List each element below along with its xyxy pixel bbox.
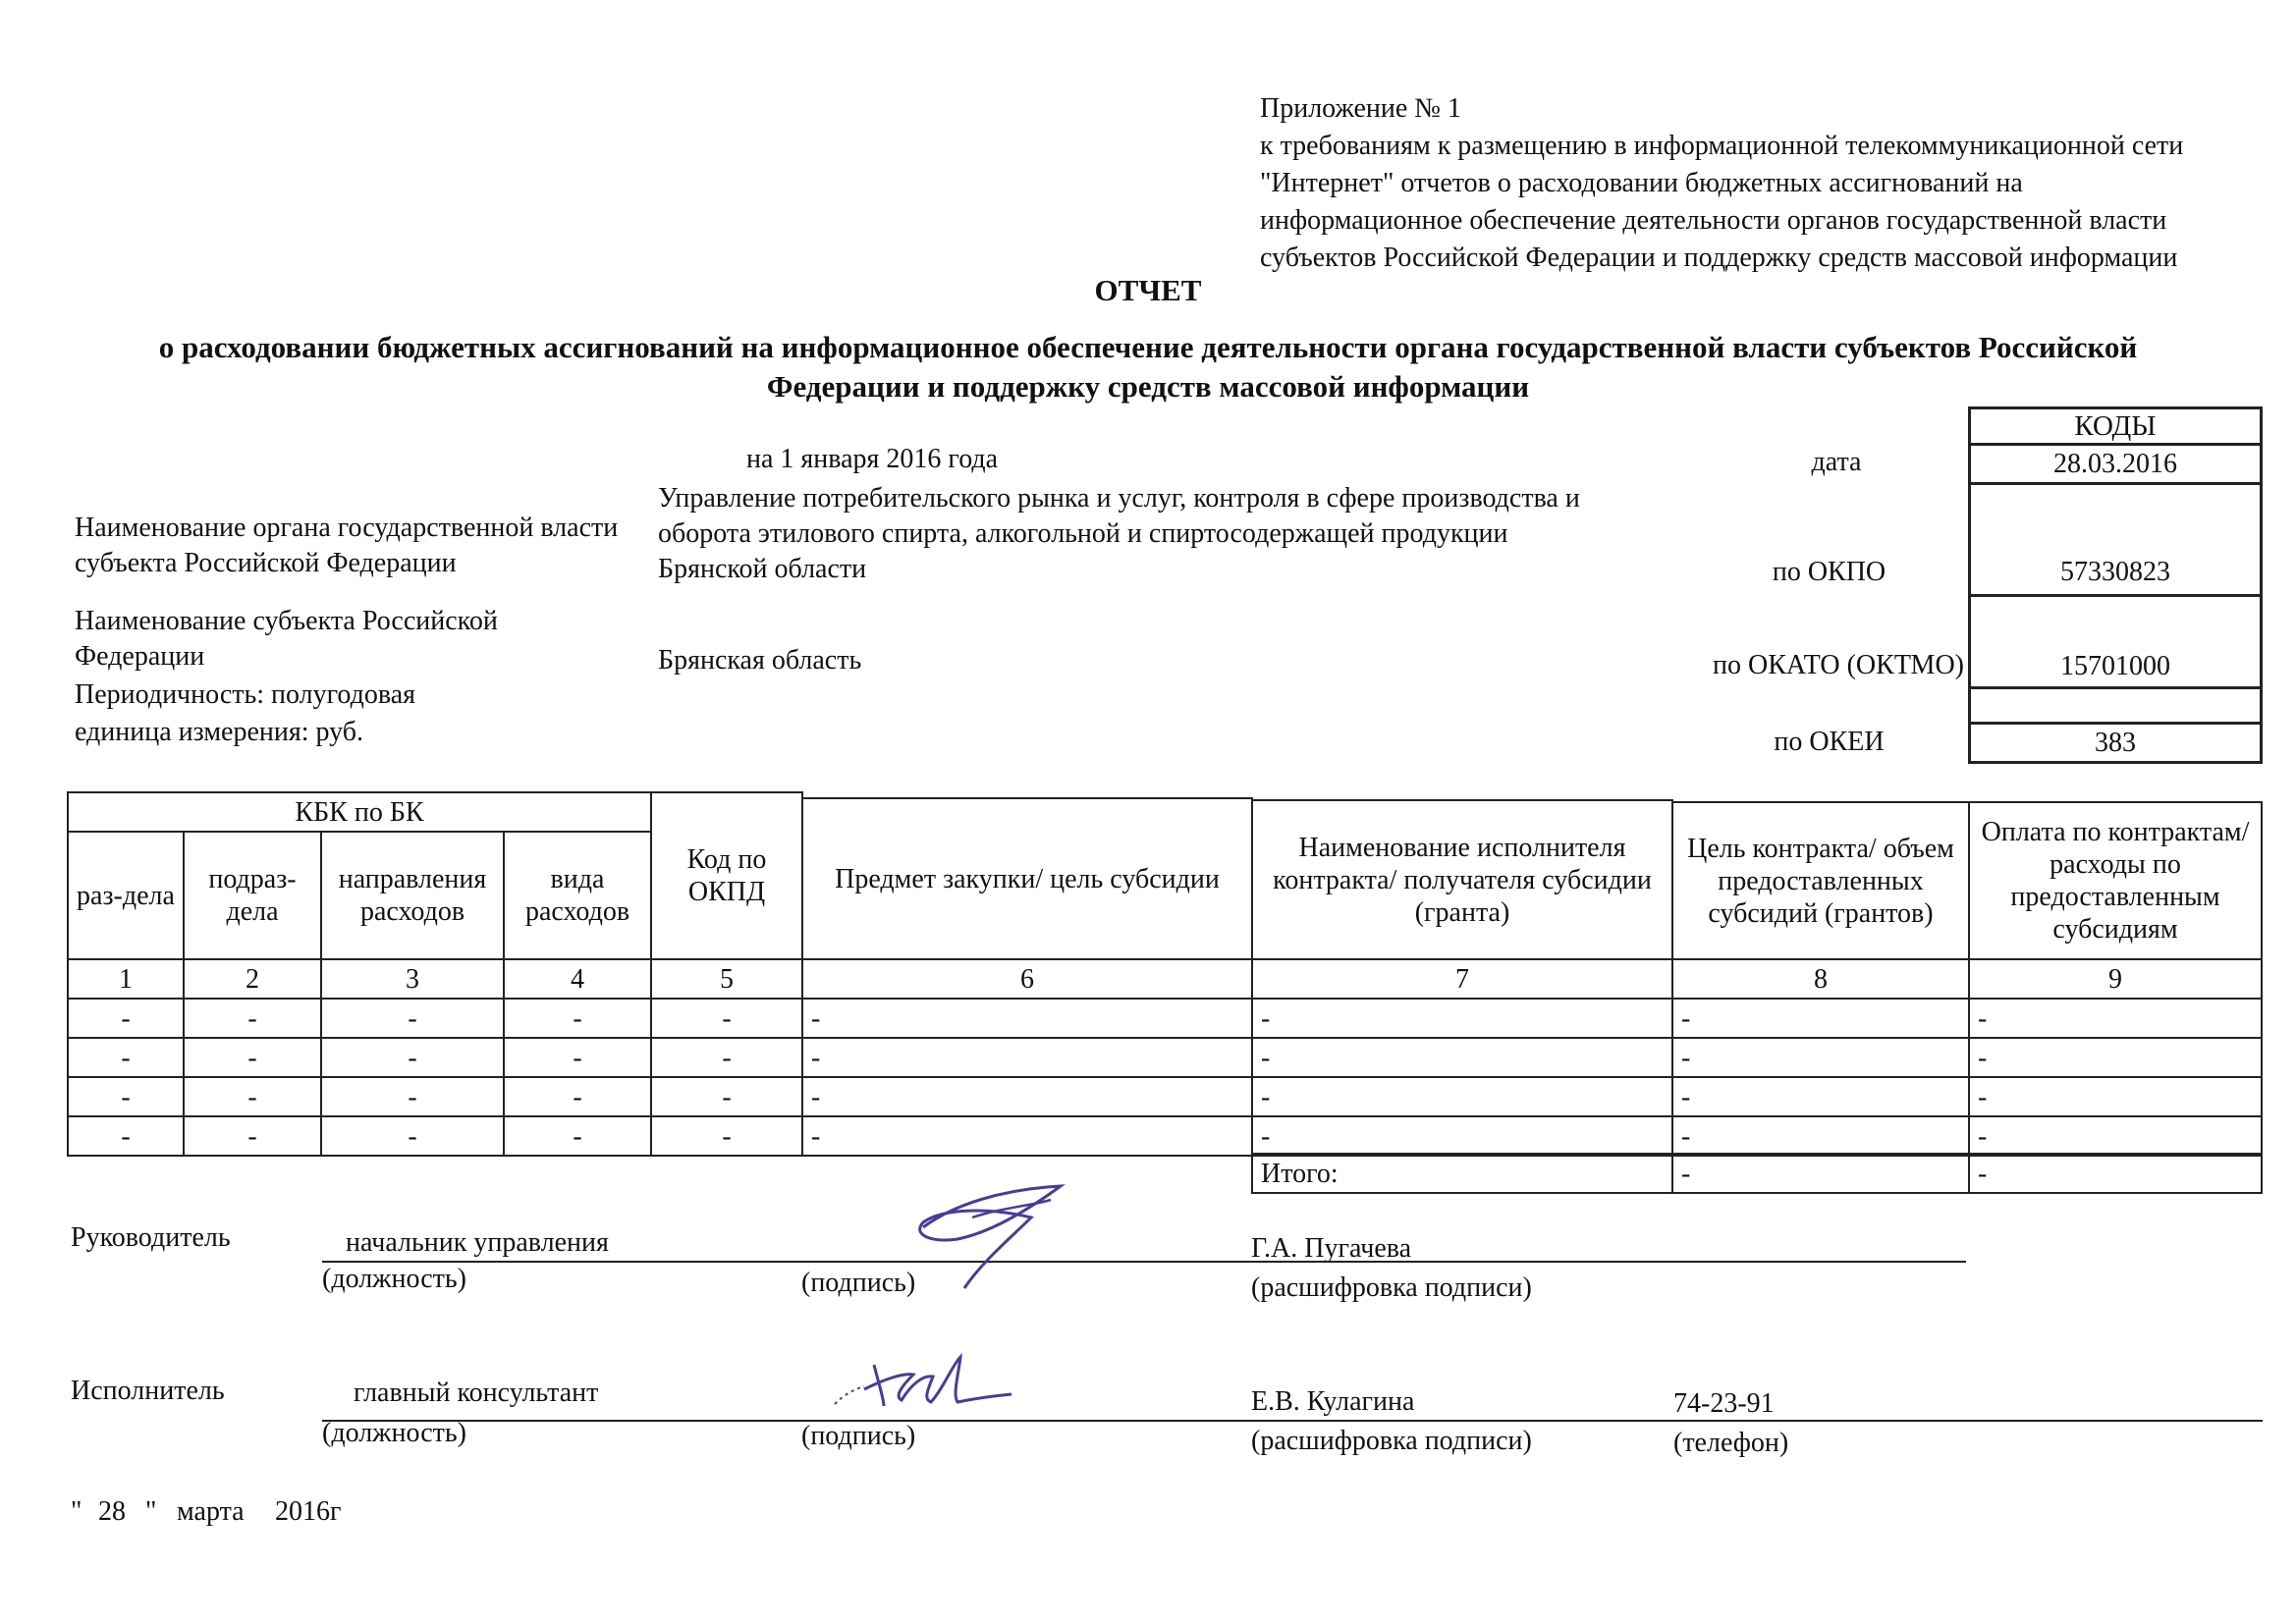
codes-header: КОДЫ (1968, 406, 2263, 446)
col-oplata: Оплата по контрактам/расходы по предоставленным субсидиям (1968, 801, 2263, 960)
table-cell: - (503, 1037, 652, 1078)
column-number: 3 (320, 958, 505, 1000)
column-number: 1 (67, 958, 185, 1000)
table-cell: - (183, 1037, 322, 1078)
executor-caption-position: (должность) (322, 1418, 466, 1448)
code-date: 28.03.2016 (1968, 446, 2263, 485)
table-cell: - (1968, 1115, 2263, 1157)
table-cell: - (1251, 1037, 1673, 1078)
table-cell: - (801, 998, 1253, 1039)
table-cell: - (183, 998, 322, 1039)
executor-name: Е.В. Кулагина (1251, 1386, 1415, 1417)
kbk-header: КБК по БК (67, 791, 652, 833)
column-number: 7 (1251, 958, 1673, 1000)
total-col9: - (1968, 1153, 2263, 1194)
code-date-label: дата (1811, 447, 1862, 477)
column-number: 5 (650, 958, 803, 1000)
table-cell: - (183, 1076, 322, 1117)
table-cell: - (503, 1115, 652, 1157)
table-cell: - (1671, 1037, 1970, 1078)
table-cell: - (1968, 1037, 2263, 1078)
column-number: 2 (183, 958, 322, 1000)
table-cell: - (650, 1076, 803, 1117)
report-title: ОТЧЕТ (1094, 273, 1202, 307)
annex-line: Приложение № 1 (1260, 93, 1461, 124)
col-vida: вида расходов (503, 831, 652, 960)
column-number: 6 (801, 958, 1253, 1000)
footer-quote-close: " (145, 1496, 157, 1527)
table-cell: - (1671, 998, 1970, 1039)
annex-line: к требованиям к размещению в информационной телекоммуникационной сети (1260, 131, 2184, 161)
table-cell: - (503, 998, 652, 1039)
organ-value: Управление потребительского рынка и услуг, контроля в сфере производства и оборота этилового спирта, алкогольной и спиртосодержащей продукции Брянской области (658, 483, 1580, 584)
col-predmet: Предмет закупки/ цель субсидии (801, 797, 1253, 960)
table-cell: - (320, 1037, 505, 1078)
code-okpo: 57330823 (1968, 485, 2263, 597)
head-name: Г.А. Пугачева (1251, 1233, 1412, 1264)
table-cell: - (650, 998, 803, 1039)
periodicity: Периодичность: полугодовая (75, 679, 416, 710)
executor-role: Исполнитель (71, 1376, 225, 1406)
table-cell: - (183, 1115, 322, 1157)
subtitle-line: о расходовании бюджетных ассигнований на информационное обеспечение деятельности органа государственной власти субъектов Российской (158, 330, 2138, 364)
total-label: Итого: (1251, 1153, 1673, 1194)
head-signature-icon (903, 1178, 1080, 1296)
annex-line: "Интернет" отчетов о расходовании бюджетных ассигнований на (1260, 168, 2023, 198)
table-cell: - (650, 1037, 803, 1078)
subject-value: Брянская область (658, 645, 862, 676)
head-role: Руководитель (71, 1222, 231, 1253)
table-cell: - (1251, 1076, 1673, 1117)
footer-day: 28 (98, 1496, 126, 1527)
head-position: начальник управления (346, 1227, 609, 1258)
col-razdel: раз-дела (67, 831, 185, 960)
executor-phone: 74-23-91 (1673, 1388, 1775, 1419)
annex-line: субъектов Российской Федерации и поддержку средств массовой информации (1260, 243, 2178, 273)
footer-quote-open: " (71, 1496, 82, 1527)
head-caption-decode: (расшифровка подписи) (1251, 1272, 1532, 1303)
organ-label: Наименование органа государственной власти субъекта Российской Федерации (75, 513, 619, 578)
table-cell: - (320, 1115, 505, 1157)
column-number: 8 (1671, 958, 1970, 1000)
head-caption-signature: (подпись) (801, 1268, 916, 1298)
table-cell: - (67, 998, 185, 1039)
col-ispolnitel: Наименование исполнителя контракта/ получателя субсидии (гранта) (1251, 799, 1673, 960)
table-cell: - (801, 1076, 1253, 1117)
table-cell: - (1968, 1076, 2263, 1117)
annex-line: информационное обеспечение деятельности органов государственной власти (1260, 205, 2167, 236)
table-cell: - (67, 1115, 185, 1157)
code-okei: 383 (1968, 725, 2263, 764)
table-cell: - (67, 1076, 185, 1117)
table-cell: - (1968, 998, 2263, 1039)
code-okato-label: по ОКАТО (ОКТМО) (1713, 650, 1964, 680)
column-number: 9 (1968, 958, 2263, 1000)
table-cell: - (1671, 1115, 1970, 1157)
subtitle-line: Федерации и поддержку средств массовой информации (766, 369, 1530, 404)
footer-month: марта (177, 1496, 245, 1527)
executor-position: главный консультант (354, 1378, 599, 1408)
table-cell: - (1251, 1115, 1673, 1157)
executor-caption-signature: (подпись) (801, 1421, 916, 1451)
table-cell: - (320, 998, 505, 1039)
head-caption-position: (должность) (322, 1264, 466, 1294)
code-empty (1968, 689, 2263, 725)
code-okei-label: по ОКЕИ (1774, 727, 1885, 757)
head-signature-line (322, 1261, 1966, 1263)
table-cell: - (67, 1037, 185, 1078)
table-cell: - (650, 1115, 803, 1157)
table-cell: - (320, 1076, 505, 1117)
footer-year: 2016г (275, 1496, 342, 1527)
code-okpo-label: по ОКПО (1772, 557, 1886, 587)
executor-signature-icon (825, 1345, 1021, 1424)
code-okato: 15701000 (1968, 597, 2263, 689)
column-number: 4 (503, 958, 652, 1000)
col-napravleniya: направления расходов (320, 831, 505, 960)
executor-caption-decode: (расшифровка подписи) (1251, 1426, 1532, 1456)
executor-caption-phone: (телефон) (1673, 1428, 1789, 1458)
unit: единица измерения: руб. (75, 717, 364, 747)
table-cell: - (1251, 998, 1673, 1039)
table-cell: - (1671, 1076, 1970, 1117)
table-cell: - (503, 1076, 652, 1117)
report-date: на 1 января 2016 года (746, 444, 999, 474)
table-cell: - (801, 1115, 1253, 1157)
table-cell: - (801, 1037, 1253, 1078)
report-subtitle (88, 328, 2208, 406)
total-col8: - (1671, 1153, 1970, 1194)
subject-label: Наименование субъекта Российской Федерации (75, 606, 498, 672)
col-cel: Цель контракта/ объем предоставленных субсидий (грантов) (1671, 801, 1970, 960)
col-podrazdel: подраз-дела (183, 831, 322, 960)
annex-block (1260, 90, 2183, 277)
executor-signature-line (322, 1420, 2263, 1422)
col-okpd: Код по ОКПД (650, 791, 803, 960)
